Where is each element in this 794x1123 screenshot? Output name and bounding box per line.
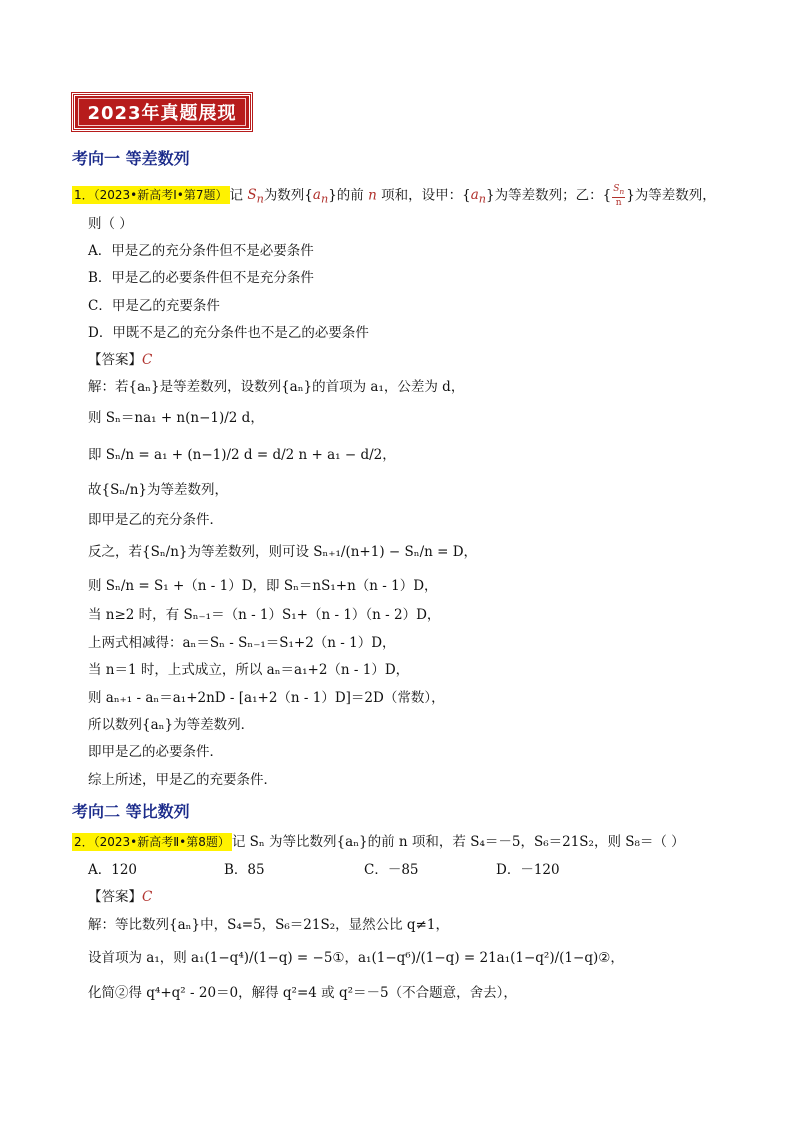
solution-line: 化简②得 q⁴+q² - 20＝0，解得 q²=4 或 q²＝－5（不合题意，舍去），: [88, 985, 517, 1001]
question-1-option-d: D．甲既不是乙的充分条件也不是乙的必要条件: [88, 325, 369, 341]
question-2-answer: 【答案】C: [88, 889, 153, 905]
solution-line: 综上所述，甲是乙的充要条件．: [88, 772, 277, 788]
solution-line: 则 aₙ₊₁ - aₙ＝a₁+2nD - [a₁+2（n - 1）D]＝2D（常数），: [88, 690, 445, 706]
banner-title: 2023年真题展现: [87, 103, 237, 124]
question-1-option-b: B．甲是乙的必要条件但不是充分条件: [88, 270, 314, 286]
solution-line: 则 Sₙ＝na₁ + n(n−1)/2 d，: [88, 410, 264, 426]
solution-line: 即 Sₙ/n = a₁ + (n−1)/2 d = d/2 n + a₁ − d/2，: [88, 447, 396, 463]
question-2-source: 2．（2023•新高考Ⅱ•第8题）: [74, 835, 230, 849]
question-1-stem-line2: 则（ ）: [88, 216, 133, 232]
question-1-option-a: A．甲是乙的充分条件但不是必要条件: [88, 243, 314, 259]
solution-line: 上两式相减得：aₙ＝Sₙ - Sₙ₋₁＝S₁+2（n - 1）D，: [88, 635, 396, 651]
solution-line: 即甲是乙的充分条件．: [88, 512, 223, 528]
solution-line: 反之，若{Sₙ/n}为等差数列，则可设 Sₙ₊₁/(n+1) − Sₙ/n = D，: [88, 544, 478, 560]
solution-line: 当 n≥2 时，有 Sₙ₋₁＝（n - 1）S₁+（n - 1）（n - 2）D，: [88, 607, 441, 623]
solution-line: 则 Sₙ/n = S₁ +（n - 1）D，即 Sₙ＝nS₁+n（n - 1）D，: [88, 578, 438, 594]
section-heading-1: 考向一 等差数列: [72, 149, 190, 168]
question-2-stem: 2．（2023•新高考Ⅱ•第8题） 记 Sₙ 为等比数列{aₙ}的前 n 项和，若 S₄＝－5，S₆＝21S₂，则 S₈＝（ ）: [74, 834, 685, 850]
question-1-stem: 1．（2023•新高考Ⅰ•第7题） 记 $S_n$为数列$\{a_n\}$的前 n 项和，设甲：$\{a_n\}$为等差数列；乙：{ $\frac{S_n}{n}$ }为等差数列，: [74, 184, 716, 208]
question-1-option-c: C．甲是乙的充要条件: [88, 298, 220, 314]
question-1-answer: 【答案】C: [88, 352, 153, 368]
question-1-source: 1．（2023•新高考Ⅰ•第7题）: [74, 188, 228, 203]
solution-line: 解：等比数列{aₙ}中，S₄=5，S₆＝21S₂，显然公比 q≠1，: [88, 917, 449, 933]
solution-line: 当 n＝1 时，上式成立，所以 aₙ＝a₁+2（n - 1）D，: [88, 662, 410, 678]
section-banner: [72, 93, 252, 131]
solution-line: 故{Sₙ/n}为等差数列，: [88, 482, 229, 498]
question-2-option-a: A．120: [88, 862, 138, 878]
solution-line: 所以数列{aₙ}为等差数列．: [88, 717, 255, 733]
solution-line: 即甲是乙的必要条件．: [88, 744, 223, 760]
question-2-option-c: C．－85: [364, 862, 419, 878]
question-2-option-b: B．85: [224, 862, 265, 878]
section-heading-2: 考向二 等比数列: [72, 802, 190, 821]
question-2-option-d: D．－120: [496, 862, 560, 878]
solution-line: 解：若{aₙ}是等差数列，设数列{aₙ}的首项为 a₁，公差为 d，: [88, 379, 465, 395]
solution-line: 设首项为 a₁，则 a₁(1−q⁴)/(1−q) = −5①，a₁(1−q⁶)/(1−q) = 21a₁(1−q²)/(1−q)②，: [88, 950, 624, 966]
